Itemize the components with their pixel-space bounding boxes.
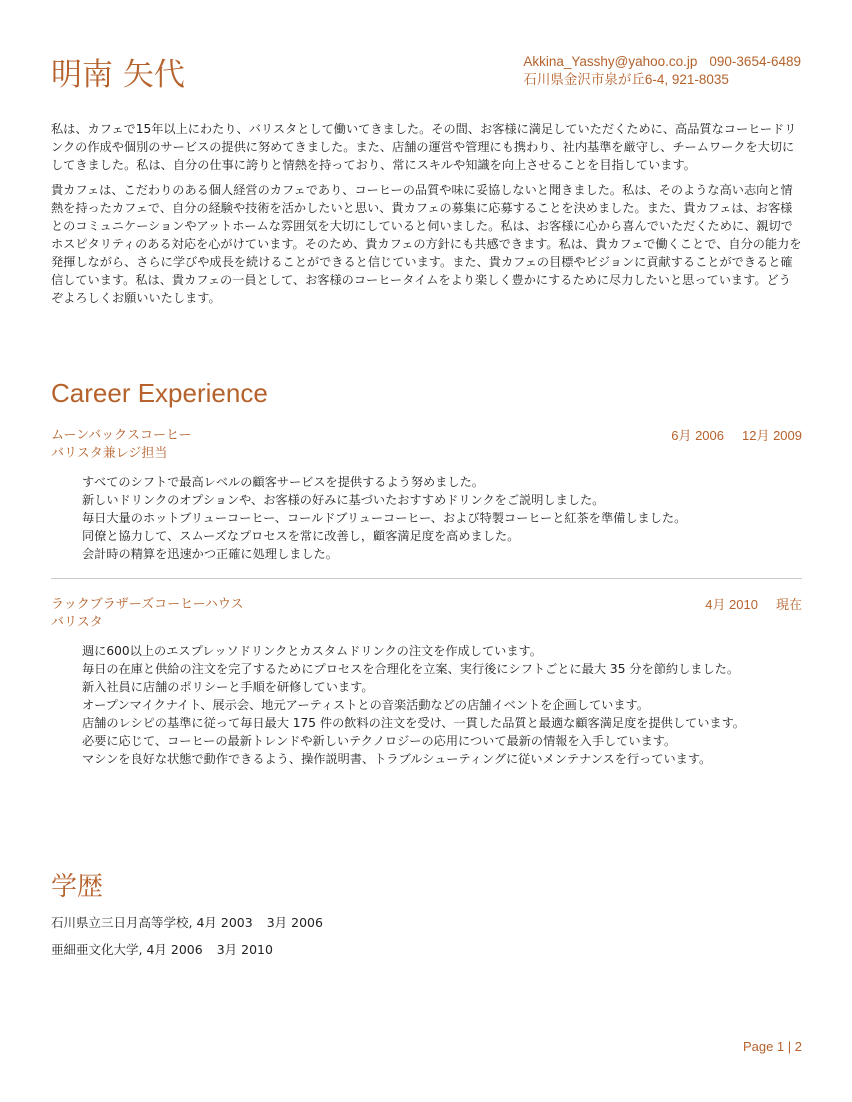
email-link[interactable]: Akkina_Yasshy@yahoo.co.jp: [523, 54, 698, 69]
job-end-date: 12月 2009: [742, 428, 802, 443]
section-divider: [51, 578, 802, 579]
duty-item: 週に600以上のエスプレッソドリンクとカスタムドリンクの注文を作成しています。: [82, 644, 542, 658]
phone-number: 090-3654-6489: [709, 54, 801, 69]
duty-item: マシンを良好な状態で動作できるよう、操作説明書、トラブルシューティングに従いメンテナンスを行っています。: [82, 752, 712, 766]
address: 石川県金沢市泉が丘6-4, 921-8035: [523, 72, 729, 87]
duty-item: 毎日大量のホットブリューコーヒー、コールドブリューコーヒー、および特製コーヒーと紅茶を準備しました。: [82, 511, 687, 525]
education-school: 石川県立三日月高等学校, 4月 2003: [51, 915, 253, 930]
page-number: Page 1 | 2: [742, 1039, 802, 1054]
duty-item: 会計時の精算を迅速かつ正確に処理しました。: [82, 547, 338, 561]
education-school: 亜細亜文化大学, 4月 2006: [51, 942, 203, 957]
duty-item: 同僚と協力して、スムーズなプロセスを常に改善し，顧客満足度を高めました。: [82, 529, 520, 543]
job-start-date: 4月 2010: [705, 597, 758, 612]
duty-item: 毎日の在庫と供給の注文を完了するためにプロセスを合理化を立案、実行後にシフトごとに最大 35 分を節約しました。: [82, 662, 740, 676]
job-duties: [51, 473, 762, 563]
duty-item: オープンマイクナイト、展示会、地元アーティストとの音楽活動などの店舗イベントを企画しています。: [82, 698, 649, 712]
intro-paragraph-2: 貴カフェは、こだわりのある個人経営のカフェであり、コーヒーの品質や味に妥協しないと聞きました。私は、そのような高い志向と情熱を持ったカフェで、自分の経験や技術を活かしたいと思い、貴カフェの募集に応募することを決めました。また、貴カフェは、お客様とのコミュニケーションやアットホームな雰囲気を大切にしていると伺いました。私は、お客様に心から喜んでいただくために、親切でホスピタリティのある対応を心がけています。そのため、貴カフェの方針にも共感できます。私は、貴カフェで働くことで、自分の能力を発揮しながら、さらに学びや成長を続けることができると信じています。また、貴カフェの目標やビジョンに貢献することができると確信しています。私は、貴カフェの一員として、お客様のコーヒータイムをより楽しく豊かにするために尽力したいと思っています。どうぞよろしくお願いいたします。: [51, 183, 802, 305]
duty-item: 必要に応じて、コーヒーの最新トレンドや新しいテクノロジーの応用について最新の情報を入手しています。: [82, 734, 677, 748]
duty-item: 店舗のレシピの基準に従って毎日最大 175 件の飲料の注文を受け、一貫した品質と最適な顧客満足度を提供しています。: [82, 716, 745, 730]
applicant-name: 明南 矢代: [51, 57, 185, 93]
intro-paragraph-1: 私は、カフェで15年以上にわたり、バリスタとして働いてきました。その間、お客様に満足していただくために、高品質なコーヒードリンクの作成や個別のサービスの提供に努めてきました。また、店舗の運営や管理にも携わり、社内基準を厳守し、チームワークを大切にしてきました。私は、自分の仕事に誇りと情熱を持っており、常にスキルや知識を向上させることを目指しています。: [51, 122, 797, 172]
job-duties: [51, 642, 762, 768]
duty-item: 新しいドリンクのオプションや、お客様の好みに基づいたおすすめドリンクをご説明しました。: [82, 493, 605, 507]
job-company: ムーンバックスコーヒー: [51, 428, 192, 443]
job-role: バリスタ兼レジ担当: [51, 446, 168, 461]
duty-item: すべてのシフトで最高レベルの顧客サービスを提供するよう努めました。: [82, 475, 484, 489]
job-dates: [705, 596, 802, 614]
career-section-title: Career Experience: [51, 378, 268, 408]
job-entry: [51, 596, 802, 768]
education-end-date: 3月 2006: [266, 915, 323, 930]
job-dates: [671, 427, 802, 445]
duty-item: 新入社員に店舗のポリシーと手順を研修しています。: [82, 680, 374, 694]
education-end-date: 3月 2010: [216, 942, 273, 957]
contact-block: [523, 53, 801, 89]
job-company: ラックブラザーズコーヒーハウス: [51, 597, 244, 612]
job-role: バリスタ: [51, 615, 103, 630]
education-item: [51, 941, 273, 959]
cover-letter: [51, 120, 803, 314]
job-end-date: 現在: [775, 597, 802, 612]
education-section-title: 学歴: [51, 871, 104, 901]
education-item: [51, 914, 323, 932]
job-entry: [51, 427, 802, 563]
job-start-date: 6月 2006: [671, 428, 724, 443]
